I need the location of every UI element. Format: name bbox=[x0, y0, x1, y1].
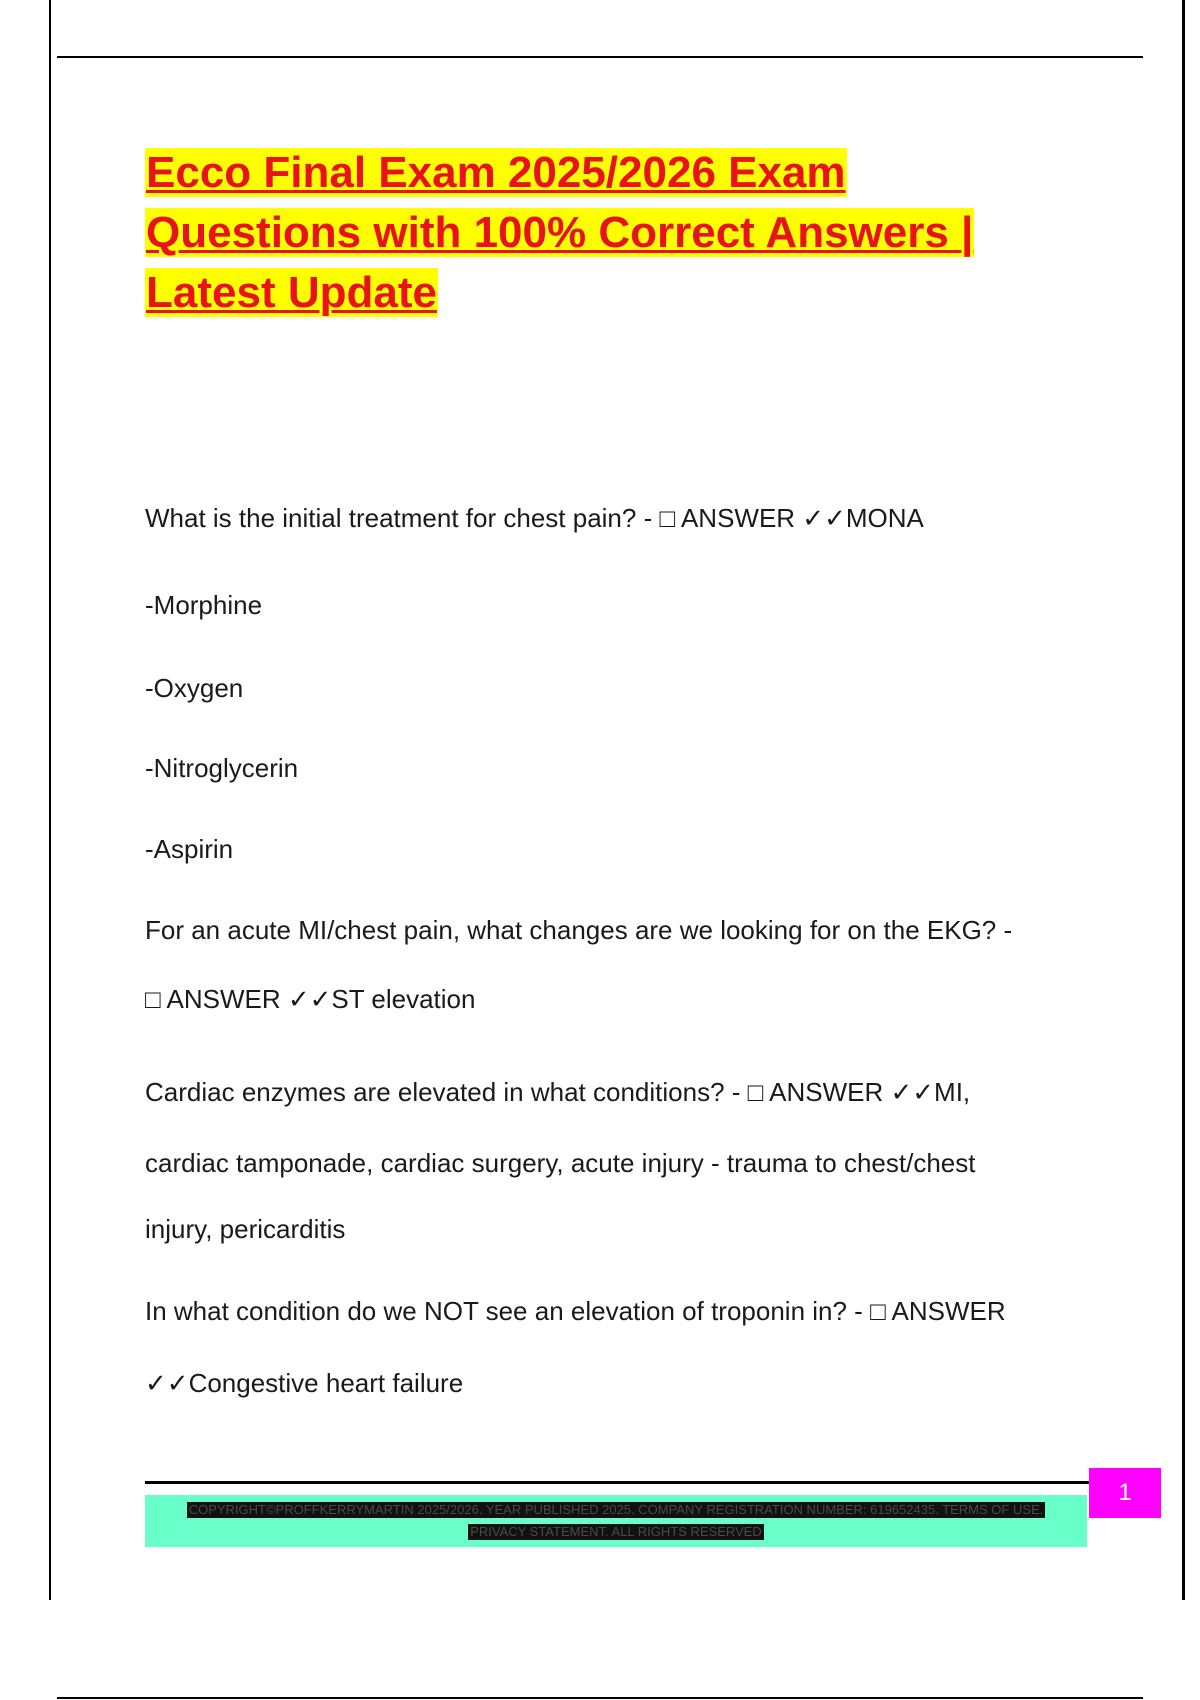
question-2-text: For an acute MI/chest pain, what changes are we looking for on the EKG? - bbox=[145, 915, 1013, 945]
question-3-text: Cardiac enzymes are elevated in what conditions? - □ ANSWER ✓✓MI, bbox=[145, 1077, 971, 1107]
answer-item-nitroglycerin: -Nitroglycerin bbox=[145, 753, 299, 783]
question-3-answer-end: injury, pericarditis bbox=[145, 1214, 346, 1244]
header-rule bbox=[57, 56, 1143, 58]
copyright-line: COPYRIGHT©PROFFKERRYMARTIN 2025/2026. YEAR PUBLISHED 2025. COMPANY REGISTRATION NUMBER: 619652435. TERMS OF USE. bbox=[188, 1502, 1044, 1517]
answer-item-oxygen: -Oxygen bbox=[145, 673, 244, 703]
rights-line: PRIVACY STATEMENT. ALL RIGHTS RESERVED bbox=[470, 1524, 762, 1539]
page-border-right bbox=[1182, 0, 1185, 1600]
title-line: Ecco Final Exam 2025/2026 Exam bbox=[146, 148, 846, 197]
page-number-badge: 1 bbox=[1089, 1468, 1161, 1518]
answer-item-morphine: -Morphine bbox=[145, 590, 263, 620]
title-line: Latest Update bbox=[146, 268, 437, 317]
title-line: Questions with 100% Correct Answers | bbox=[146, 208, 974, 257]
copyright-footer bbox=[145, 1495, 1087, 1547]
question-4-text: In what condition do we NOT see an elevation of troponin in? - □ ANSWER bbox=[145, 1296, 1006, 1326]
question-2-answer: □ ANSWER ✓✓ST elevation bbox=[145, 984, 476, 1014]
question-3-answer-cont: cardiac tamponade, cardiac surgery, acute injury - trauma to chest/chest bbox=[145, 1148, 976, 1178]
question-1-text: What is the initial treatment for chest pain? - □ ANSWER ✓✓MONA bbox=[145, 503, 924, 533]
question-4-answer: ✓✓Congestive heart failure bbox=[145, 1368, 464, 1398]
document-title bbox=[145, 143, 1105, 323]
answer-item-aspirin: -Aspirin bbox=[145, 834, 234, 864]
page-border-left bbox=[49, 0, 51, 1600]
bottom-rule bbox=[57, 1697, 1143, 1699]
footer-rule bbox=[145, 1481, 1090, 1484]
